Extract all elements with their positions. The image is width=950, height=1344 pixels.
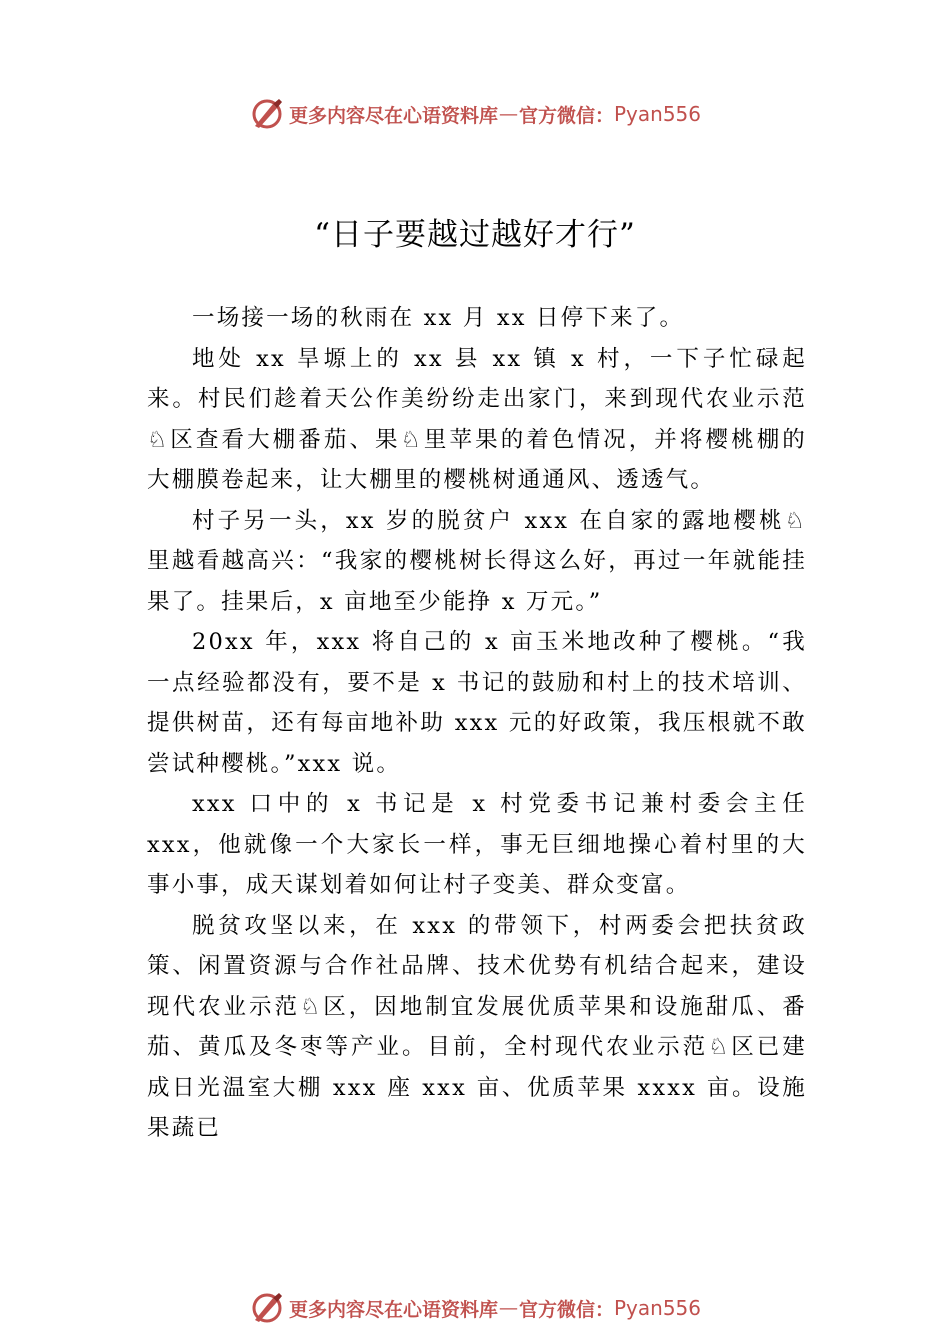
footer-wechat-label: 官方微信： xyxy=(518,1298,614,1321)
article-body xyxy=(147,298,807,1149)
footer-account: Pyan556 xyxy=(614,1296,702,1320)
header-wechat-label: 官方微信： xyxy=(518,104,614,127)
footer-dash: — xyxy=(498,1297,518,1319)
header-brand-text: 更多内容尽在心语资料库 xyxy=(288,104,498,127)
footer-brand-text: 更多内容尽在心语资料库 xyxy=(288,1298,498,1321)
pen-logo-icon xyxy=(249,96,285,132)
header-account: Pyan556 xyxy=(614,102,702,126)
paragraph-3: 村子另一头，xx 岁的脱贫户 xxx 在自家的露地樱桃♘里越看越高兴：“我家的樱桃树长得这么好，再过一年就能挂果了。挂果后，x 亩地至少能挣 x 万元。” xyxy=(147,507,807,615)
header-dash: — xyxy=(498,103,518,125)
header-banner xyxy=(0,94,950,134)
paragraph-2: 地处 xx 旱塬上的 xx 县 xx 镇 x 村，一下子忙碌起来。村民们趁着天公作美纷纷走出家门，来到现代农业示范♘区查看大棚番茄、果♘里苹果的着色情况，并将樱桃棚的大棚膜卷起来，让大棚里的樱桃树通通风、透透气。 xyxy=(147,345,807,493)
paragraph-5: xxx 口中的 x 书记是 x 村党委书记兼村委会主任 xxx，他就像一个大家长一样，事无巨细地操心着村里的大事小事，成天谋划着如何让村子变美、群众变富。 xyxy=(147,791,807,898)
paragraph-4: 20xx 年，xxx 将自己的 x 亩玉米地改种了樱桃。“我一点经验都没有，要不是 x 书记的鼓励和村上的技术培训、提供树苗，还有每亩地补助 xxx 元的好政策，我压根就不敢尝试种樱桃。”xxx 说。 xyxy=(147,629,807,777)
paragraph-6: 脱贫攻坚以来，在 xxx 的带领下，村两委会把扶贫政策、闲置资源与合作社品牌、技术优势有机结合起来，建设现代农业示范♘区，因地制宜发展优质苹果和设施甜瓜、番茄、黄瓜及冬枣等产业。目前，全村现代农业示范♘区已建成日光温室大棚 xxx 座 xxx 亩、优质苹果 xxxx 亩。设施果蔬已 xyxy=(147,912,807,1141)
footer-banner xyxy=(0,1288,950,1328)
pen-logo-icon xyxy=(249,1290,285,1326)
article-title: “日子要越过越好才行” xyxy=(314,216,636,253)
paragraph-1: 一场接一场的秋雨在 xx 月 xx 日停下来了。 xyxy=(192,305,685,331)
